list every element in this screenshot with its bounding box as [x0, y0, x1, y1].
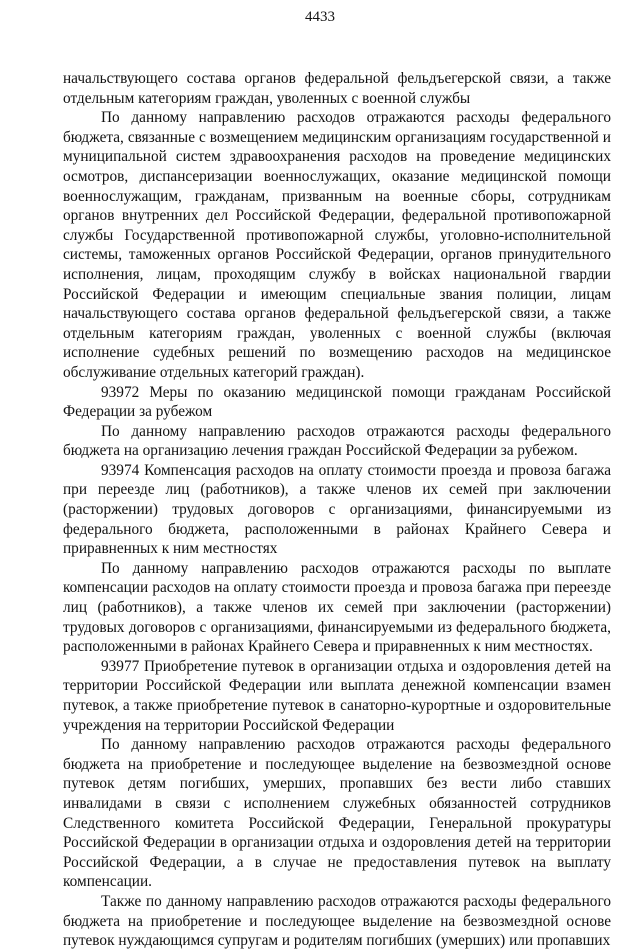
section-heading-93974: 93974 Компенсация расходов на оплату стоимости проезда и провоза багажа при переезде лиц (работников), а также членов их семей при заключении (расторжении) трудовых договоров с организациями, финансируемыми из федерального бюджета, расположенными в районах Крайнего Севера и приравненных к ним местностях [63, 461, 611, 558]
paragraph-body: Также по данному направлению расходов отражаются расходы федерального бюджета на приобретение и последующее выделение на безвозмездной основе путевок нуждающимся супругам и родителям погибших (умерших) или пропавших [63, 892, 611, 950]
paragraph-body: По данному направлению расходов отражаются расходы федерального бюджета на организацию лечения граждан Российской Федерации за рубежом. [63, 422, 611, 460]
section-heading-93972: 93972 Меры по оказанию медицинской помощи гражданам Российской Федерации за рубежом [63, 383, 611, 421]
document-body [63, 69, 611, 951]
paragraph-body: По данному направлению расходов отражаются расходы по выплате компенсации расходов на оплату стоимости проезда и провоза багажа при переезде лиц (работников), а также членов их семей при заключении (расторжении) трудовых договоров с организациями, финансируемыми из федерального бюджета, расположенными в районах Крайнего Севера и приравненных к ним местностях. [63, 559, 611, 656]
paragraph-body: По данному направлению расходов отражаются расходы федерального бюджета на приобретение и последующее выделение на безвозмездной основе путевок детям погибших, умерших, пропавших без вести либо ставших инвалидами в связи с исполнением служебных обязанностей сотрудников Следственного комитета Российской Федерации, Генеральной прокуратуры Российской Федерации в организации отдыха и оздоровления детей на территории Российской Федерации, а в случае не предоставления путевок на выплату компенсации. [63, 736, 611, 891]
section-heading-93977: 93977 Приобретение путевок в организации отдыха и оздоровления детей на территории Российской Федерации или выплата денежной компенсации взамен путевок, а также приобретение путевок в санаторно-курортные и оздоровительные учреждения на территории Российской Федерации [63, 657, 611, 734]
paragraph-body: По данному направлению расходов отражаются расходы федерального бюджета, связанные с возмещением медицинским организациям государственной и муниципальной систем здравоохранения расходов на проведение медицинских осмотров, диспансеризации военнослужащих, оказание медицинской помощи военнослужащим, гражданам, призванным на военные сборы, сотрудникам органов внутренних дел Российской Федерации, федеральной противопожарной службы Государственной противопожарной службы, уголовно-исполнительной системы, таможенных органов Российской Федерации, органов принудительного исполнения, лицам, проходящим службу в войсках национальной гвардии Российской Федерации и имеющим специальные звания полиции, лицам начальствующего состава органов федеральной фельдъегерской связи, а также отдельным категориям граждан, уволенных с военной службы (включая исполнение судебных решений по возмещению расходов на медицинское обслуживание отдельных категорий граждан). [63, 109, 611, 381]
page-number: 4433 [305, 9, 335, 25]
paragraph-continuation: начальствующего состава органов федеральной фельдъегерской связи, а также отдельным категориям граждан, уволенных с военной службы [63, 70, 611, 107]
